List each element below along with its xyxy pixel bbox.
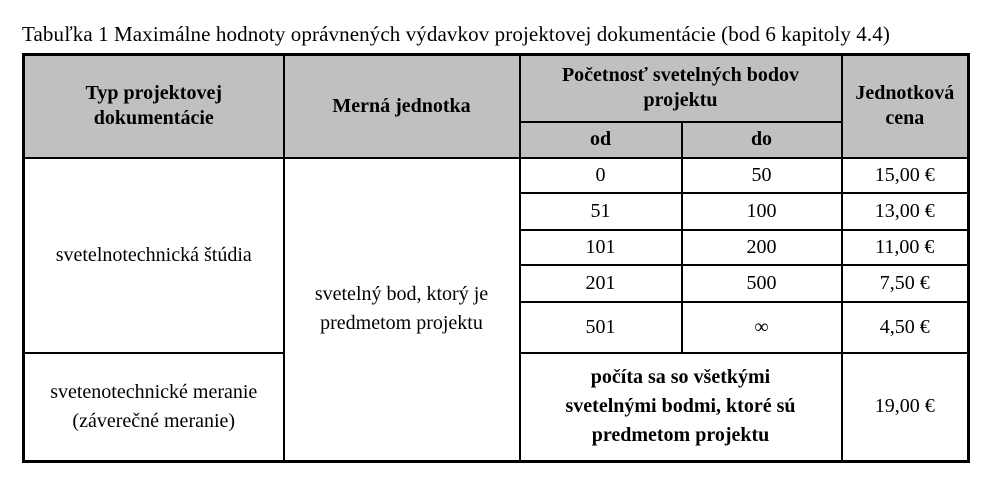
document-type-cell-measurement: svetenotechnické meranie (záverečné meranie) (24, 353, 284, 462)
col-header-unit-price: Jednotková cena (842, 55, 969, 158)
unit-price-cell: 4,50 € (842, 302, 969, 353)
col-header-document-type: Typ projektovej dokumentácie (24, 55, 284, 158)
range-from-cell: 51 (520, 193, 682, 230)
unit-price-cell: 11,00 € (842, 230, 969, 265)
range-to-cell: 100 (682, 193, 842, 230)
unit-price-cell: 7,50 € (842, 265, 969, 302)
max-costs-table (22, 53, 970, 463)
range-from-cell: 101 (520, 230, 682, 265)
unit-cell: svetelný bod, ktorý je predmetom projektu (284, 158, 520, 462)
unit-price-cell: 13,00 € (842, 193, 969, 230)
range-from-cell: 0 (520, 158, 682, 193)
all-points-note-text: počíta sa so všetkými svetelnými bodmi, ktoré sú predmetom projektu (565, 366, 796, 447)
range-to-cell: ∞ (682, 302, 842, 353)
all-points-note-cell (520, 353, 842, 462)
range-to-cell: 200 (682, 230, 842, 265)
col-header-unit: Merná jednotka (284, 55, 520, 158)
range-from-cell: 201 (520, 265, 682, 302)
unit-price-cell: 15,00 € (842, 158, 969, 193)
range-from-cell: 501 (520, 302, 682, 353)
table-caption: Tabuľka 1 Maximálne hodnoty oprávnených výdavkov projektovej dokumentácie (bod 6 kapitoly 4.4) (22, 22, 890, 46)
unit-price-cell: 19,00 € (842, 353, 969, 462)
range-to-cell: 50 (682, 158, 842, 193)
range-row (24, 158, 969, 193)
col-header-from: od (520, 122, 682, 158)
col-header-light-points-group: Početnosť svetelných bodov projektu (520, 55, 842, 122)
document-type-cell-study: svetelnotechnická štúdia (24, 158, 284, 353)
range-to-cell: 500 (682, 265, 842, 302)
col-header-to: do (682, 122, 842, 158)
header-row-main (24, 55, 969, 122)
